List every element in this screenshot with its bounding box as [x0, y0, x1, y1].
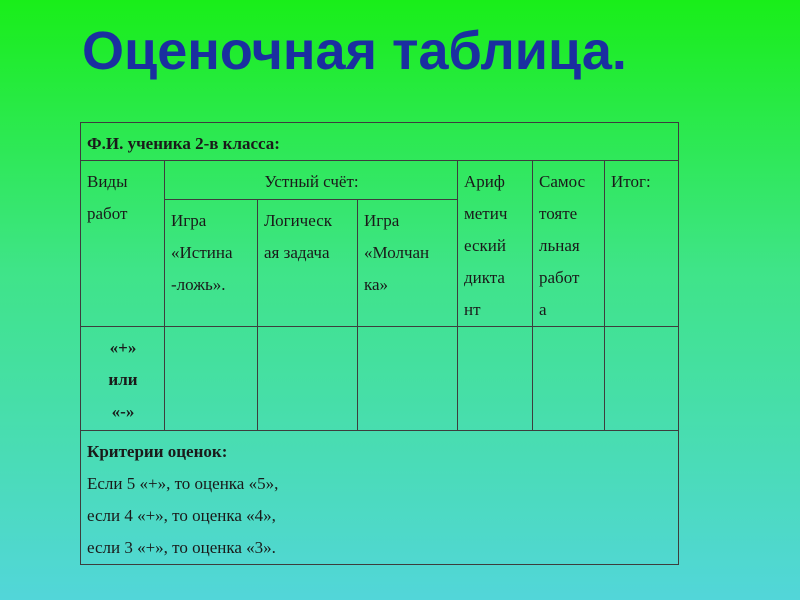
slide-title: Оценочная таблица. [82, 21, 627, 81]
work-types-line-1: Виды [87, 172, 128, 191]
independent-work-header [533, 161, 605, 327]
independent-work-cell[interactable] [533, 327, 605, 431]
mark-line-2: или [108, 370, 138, 389]
criteria-rule-5: Если 5 «+», то оценка «5», [87, 474, 279, 493]
indep-line-4: работ [539, 268, 580, 287]
arithmetic-dictation-header [458, 161, 533, 327]
logic-task-header [258, 200, 358, 327]
game1-line-2: «Истина [171, 243, 233, 263]
logic-line-2: ая задача [264, 243, 330, 263]
game-true-false-header [165, 200, 258, 327]
plus-minus-label [81, 327, 165, 431]
student-name-header: Ф.И. ученика 2-в класса: [81, 123, 679, 161]
arithmetic-dictation-cell[interactable] [458, 327, 533, 431]
total-cell[interactable] [605, 327, 679, 431]
mark-line-1: «+» [109, 338, 137, 357]
game1-line-3: -ложь». [171, 275, 226, 295]
indep-line-1: Самос [539, 172, 586, 191]
indep-line-5: а [539, 300, 547, 319]
evaluation-table [80, 122, 678, 557]
indep-line-2: тояте [539, 204, 578, 223]
arith-line-4: дикта [464, 268, 505, 287]
game2-line-1: Игра [364, 211, 400, 231]
criteria-rule-4: если 4 «+», то оценка «4», [87, 506, 276, 525]
arith-line-1: Ариф [464, 172, 505, 191]
indep-line-3: льная [539, 236, 580, 255]
mark-line-3: «-» [111, 402, 135, 421]
game1-line-1: Игра [171, 211, 207, 231]
arith-line-5: нт [464, 300, 481, 319]
criteria-rule-3: если 3 «+», то оценка «3». [87, 538, 276, 557]
game-silence-cell[interactable] [358, 327, 458, 431]
game2-line-2: «Молчан [364, 243, 430, 263]
arith-line-3: еский [464, 236, 506, 255]
criteria-block [81, 431, 679, 565]
logic-line-1: Логическ [264, 211, 332, 231]
logic-task-cell[interactable] [258, 327, 358, 431]
oral-count-header: Устный счёт: [165, 161, 458, 200]
game-silence-header [358, 200, 458, 327]
game2-line-3: ка» [364, 275, 389, 295]
arith-line-2: метич [464, 204, 508, 223]
work-types-line-2: работ [87, 204, 128, 223]
criteria-title: Критерии оценок: [87, 442, 228, 461]
work-types-header [81, 161, 165, 327]
total-header: Итог: [605, 161, 679, 327]
game-true-false-cell[interactable] [165, 327, 258, 431]
